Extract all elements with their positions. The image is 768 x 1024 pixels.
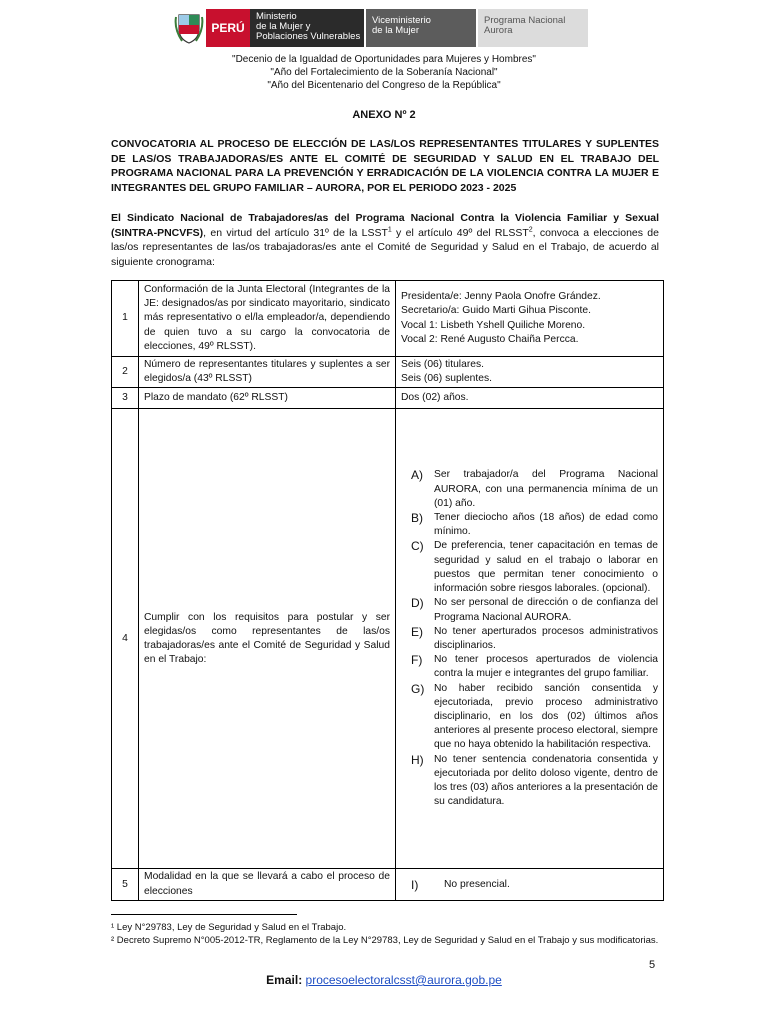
requirement-item: F) No tener procesos aperturados de violencia contra la mujer e integrantes del grupo familiar. — [411, 653, 658, 680]
program-label: Programa Nacional Aurora — [478, 9, 588, 47]
table-row: 3 Plazo de mandato (62º RLSST) Dos (02) años. — [112, 388, 664, 409]
email-footer — [0, 973, 768, 987]
requirement-item: C) De preferencia, tener capacitación en temas de seguridad y salud en el trabajo o laborar en puestos que permitan tener conocimiento o información sobre riesgos laborales. (opcional). — [411, 539, 658, 595]
requirement-item: G) No haber recibido sanción consentida y ejecutoriada, previo proceso administrativo disciplinario, en los dos (02) últimos años anteriores al presente proceso electoral, siempre que no haya obtenido la habilitación respectiva. — [411, 681, 658, 751]
ministry-label: Ministerio de la Mujer y Poblaciones Vulnerables — [250, 9, 364, 47]
table-row: 1 Conformación de la Junta Electoral (Integrantes de la JE: designados/as por sindicato mayoritario, sindicato más representativo o el/la empleador/a, dependiendo de quien tuvo a su cargo la convocatoria de elecciones, 49º RLSST). Presidenta/e: Jenny Paola Onofre Grández. Secretario/a: Guido Marti Gihua Pisconte. Vocal 1: Lisbeth Yshell Quiliche Moreno. Vocal 2: René Augusto Chaiña Percca. — [112, 281, 664, 357]
table-row: 2 Número de representantes titulares y suplentes a ser elegidos/a (43º RLSST) Seis (06) titulares. Seis (06) suplentes. — [112, 357, 664, 388]
annex-title: ANEXO Nº 2 — [352, 109, 416, 121]
requirement-item: A) Ser trabajador/a del Programa Nacional AURORA, con una permanencia mínima de un (01) año. — [411, 468, 658, 509]
footnote-divider — [111, 914, 297, 915]
year-mottos — [0, 53, 768, 92]
motto-line: "Decenio de la Igualdad de Oportunidades para Mujeres y Hombres" — [232, 54, 536, 65]
motto-line: "Año del Bicentenario del Congreso de la República" — [267, 80, 501, 91]
motto-line: "Año del Fortalecimiento de la Soberanía Nacional" — [270, 67, 498, 78]
call-title: CONVOCATORIA AL PROCESO DE ELECCIÓN DE LAS/LOS REPRESENTANTES TITULARES Y SUPLENTES DE LAS/OS TRABAJADORAS/ES ANTE EL COMITÉ DE SEGURIDAD Y SALUD EN EL TRABAJO DEL PROGRAMA NACIONAL PARA LA PREVENCIÓN Y ERRADICACIÓN DE LA VIOLENCIA CONTRA LA MUJER E INTEGRANTES DEL GRUPO FAMILIAR – AURORA, POR EL PERIODO 2023 - 2025 — [111, 138, 659, 194]
schedule-table — [111, 280, 664, 901]
table-row: 5 Modalidad en la que se llevará a cabo el proceso de elecciones I) No presencial. — [112, 869, 664, 900]
requirement-item: D) No ser personal de dirección o de confianza del Programa Nacional AURORA. — [411, 596, 658, 623]
footnote: ² Decreto Supremo N°005-2012-TR, Reglamento de la Ley N°29783, Ley de Seguridad y Salud en el Trabajo y sus modificatorias. — [111, 935, 659, 946]
header-banner — [172, 9, 588, 47]
requirement-item: I) No presencial. — [411, 877, 510, 892]
page-number: 5 — [649, 959, 656, 971]
viceministry-label: Viceministerio de la Mujer — [366, 9, 476, 47]
footnote: ¹ Ley N°29783, Ley de Seguridad y Salud en el Trabajo. — [111, 922, 347, 933]
email-label: Email: — [266, 973, 303, 987]
table-row: 4 Cumplir con los requisitos para postular y ser elegidas/os como representantes de las/os trabajadoras/es ante el Comité de Seguridad y Salud en el Trabajo: A) Ser trabajador/a del Programa Nacional AURORA, con una permanencia mínima de un (01) año. B) Tener dieciocho años (18 años) de edad como mínimo. C) De preferencia, tener capacitación en temas de seguridad y salud en el trabajo o laborar en puestos que permitan tener conocimiento o información sobre riesgos laborales. (opcional). D) No ser personal de dirección o de confianza del Programa Nacional AURORA. E) No tener aperturados procesos administrativos disciplinarios. F) No tener procesos aperturados de violencia contra la mujer e integrantes del grupo familiar. G) No haber recibido sanción consentida y ejecutoriada, previo proceso administrativo disciplinario, en los dos (02) últimos años anteriores al presente proceso electoral, siempre que no haya obtenido la habilitación respectiva. H) No tener sentencia condenatoria consentida y ejecutoriada por delito doloso vigente, dentro de los tres (03) años anteriores a la presentación de su candidatura. — [112, 409, 664, 869]
peru-label: PERÚ — [206, 9, 250, 47]
requirement-item: B) Tener dieciocho años (18 años) de edad como mínimo. — [411, 511, 658, 538]
coat-of-arms-icon — [172, 9, 206, 47]
intro-paragraph: El Sindicato Nacional de Trabajadores/as del Programa Nacional Contra la Violencia Familiar y Sexual (SINTRA-PNCVFS), en virtud del artículo 31º de la LSST$^1$ y el artículo 49º del RLSST$^2$, convoca a elecciones de las/os representantes de las/os trabajadoras/es ante el Comité de Seguridad y Salud en el Trabajo, de acuerdo al siguiente cronograma: — [111, 212, 659, 268]
email-link[interactable]: procesoelectoralcsst@aurora.gob.pe — [305, 973, 502, 987]
requirement-item: E) No tener aperturados procesos administrativos disciplinarios. — [411, 624, 658, 651]
requirement-item: H) No tener sentencia condenatoria consentida y ejecutoriada por delito doloso vigente, dentro de los tres (03) años anteriores a la presentación de su candidatura. — [411, 752, 658, 808]
